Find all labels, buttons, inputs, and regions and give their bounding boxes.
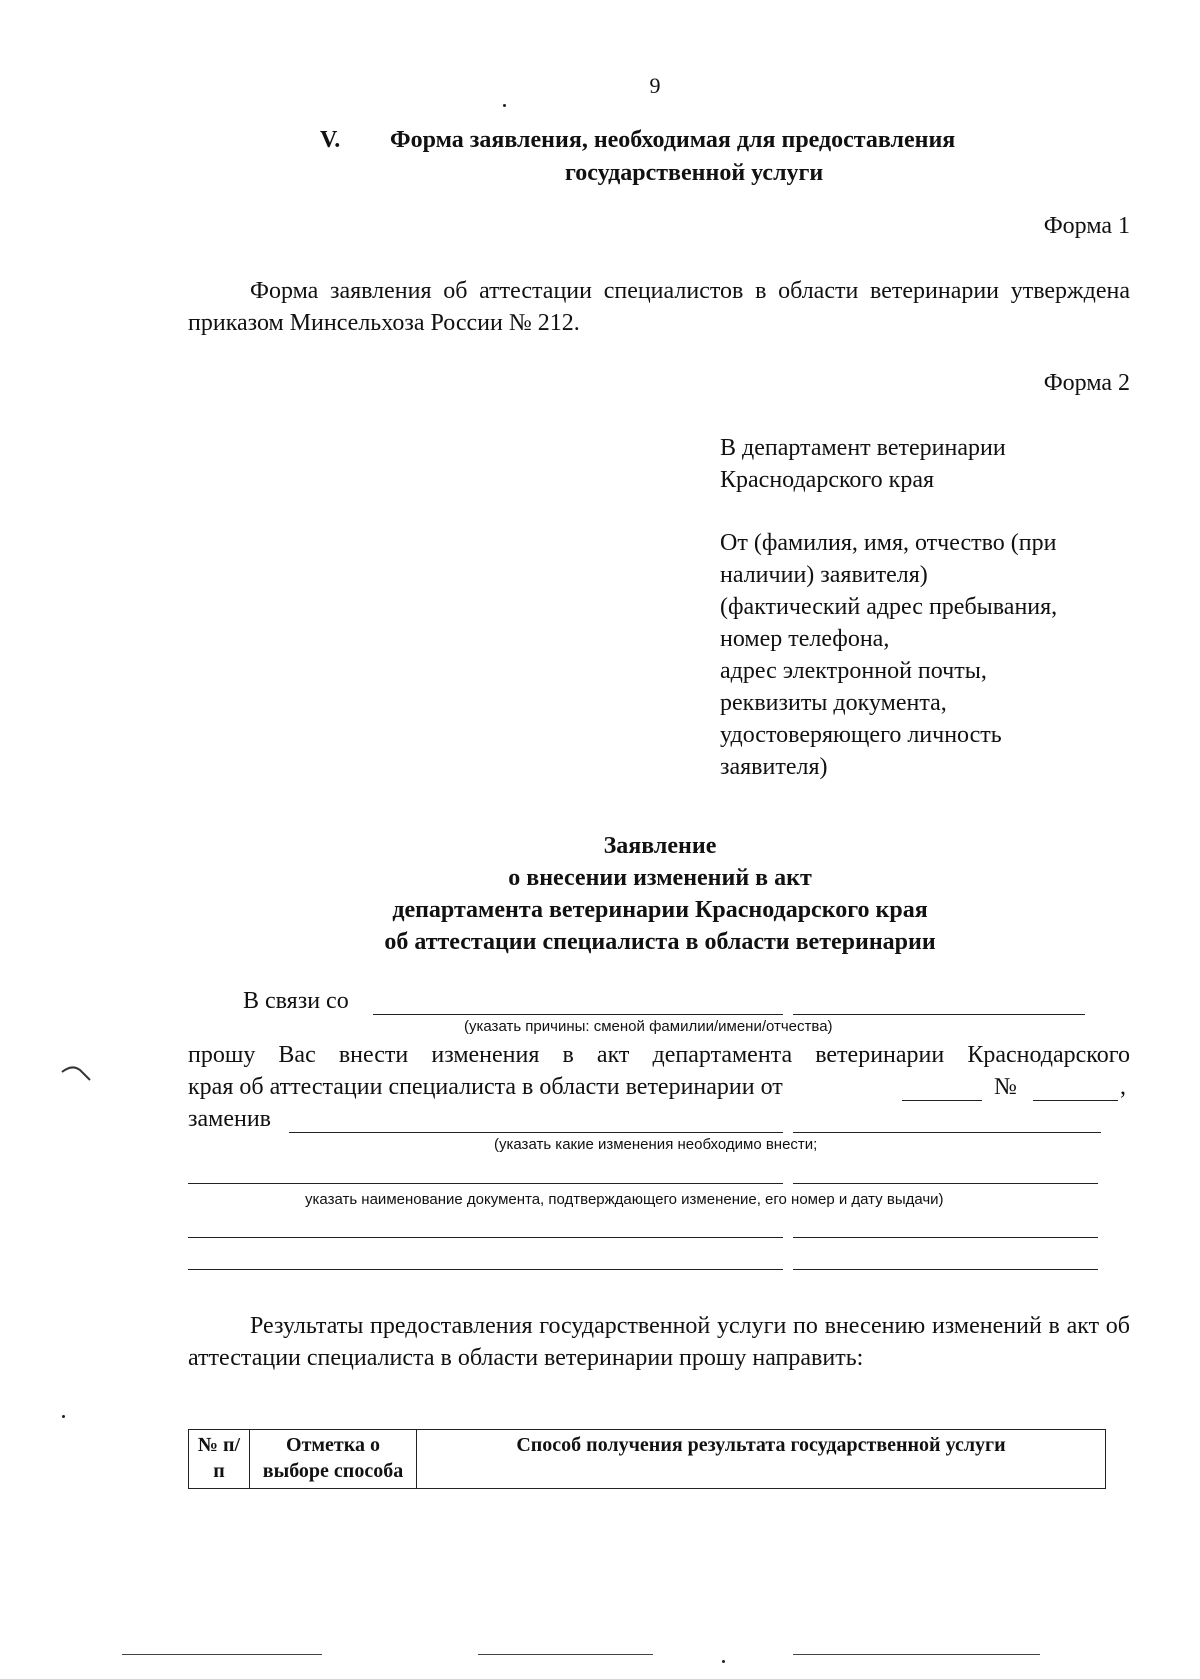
document-hint: указать наименование документа, подтверждающего изменение, его номер и дату выдачи) (305, 1191, 944, 1208)
document-line1[interactable] (188, 1237, 783, 1238)
scan-mark (60, 1062, 94, 1084)
document-line2-continued[interactable] (793, 1269, 1098, 1270)
act-date-field[interactable] (902, 1100, 982, 1101)
reason-hint: (указать причины: сменой фамилии/имени/отчества) (464, 1018, 833, 1035)
sender-block (720, 527, 1140, 783)
application-title-line: об аттестации специалиста в области ветеринарии (384, 929, 936, 955)
page-number: 9 (649, 73, 661, 98)
results-text (188, 1310, 1130, 1374)
changes-line2-continued[interactable] (793, 1183, 1098, 1184)
application-title-line: о внесении изменений в акт (508, 865, 812, 891)
form1-label: Форма 1 (1043, 213, 1130, 239)
sender-line: удостоверяющего личность (720, 722, 1002, 748)
changes-hint: (указать какие изменения необходимо внести; (494, 1136, 818, 1153)
section-numeral: V. (320, 127, 341, 153)
footer-line (793, 1654, 1040, 1655)
sender-line: заявителя) (720, 754, 828, 780)
sender-line: адрес электронной почты, (720, 658, 987, 684)
application-title (230, 830, 1090, 958)
form2-label: Форма 2 (1043, 370, 1130, 396)
number-sign: № (994, 1074, 1017, 1100)
act-number-field[interactable] (1033, 1100, 1118, 1101)
form1-text-content: Форма заявления об аттестации специалистов в области ветеринарии утверждена приказом Минсельхоза России № 212. (188, 278, 1130, 336)
recipient-line: Краснодарского края (720, 467, 935, 493)
comma: , (1120, 1074, 1126, 1100)
scan-speck (503, 104, 506, 107)
sender-line: реквизиты документа, (720, 690, 947, 716)
sender-line: От (фамилия, имя, отчество (при (720, 530, 1057, 556)
section-title-line1: Форма заявления, необходимая для предоставления (390, 127, 956, 153)
table-header-mark: Отметка о выборе способа (250, 1430, 417, 1489)
application-title-line: Заявление (603, 833, 717, 859)
footer-line (122, 1654, 322, 1655)
replacing-label: заменив (188, 1106, 271, 1132)
footer-line (478, 1654, 653, 1655)
results-text-content: Результаты предоставления государственной услуги по внесению изменений в акт об аттестации специалиста в области ветеринарии прошу направить: (188, 1313, 1130, 1371)
sender-line: наличии) заявителя) (720, 562, 928, 588)
document-line2[interactable] (188, 1269, 783, 1270)
request-line1: прошу Вас внести изменения в акт департамента ветеринарии Краснодарского (188, 1042, 1130, 1068)
reason-field-continued[interactable] (793, 1014, 1085, 1015)
application-title-line: департамента ветеринарии Краснодарского края (392, 897, 928, 923)
sender-line: номер телефона, (720, 626, 890, 652)
table-header-number: № п/п (189, 1430, 250, 1489)
sender-line: (фактический адрес пребывания, (720, 594, 1058, 620)
recipient-line: В департамент ветеринарии (720, 435, 1006, 461)
in-connection-label: В связи со (243, 988, 349, 1014)
delivery-method-table (188, 1429, 1106, 1489)
recipient-block (720, 432, 1140, 496)
table-header-method: Способ получения результата государственной услуги (417, 1430, 1106, 1489)
document-line1-continued[interactable] (793, 1237, 1098, 1238)
scan-speck (722, 1660, 725, 1663)
section-title-line2: государственной услуги (565, 160, 824, 186)
changes-field[interactable] (289, 1132, 783, 1133)
changes-line2[interactable] (188, 1183, 783, 1184)
changes-field-continued[interactable] (793, 1132, 1101, 1133)
scan-speck (62, 1415, 65, 1418)
form1-text (188, 275, 1130, 339)
request-line2: края об аттестации специалиста в области ветеринарии от (188, 1074, 783, 1100)
reason-field[interactable] (373, 1014, 783, 1015)
